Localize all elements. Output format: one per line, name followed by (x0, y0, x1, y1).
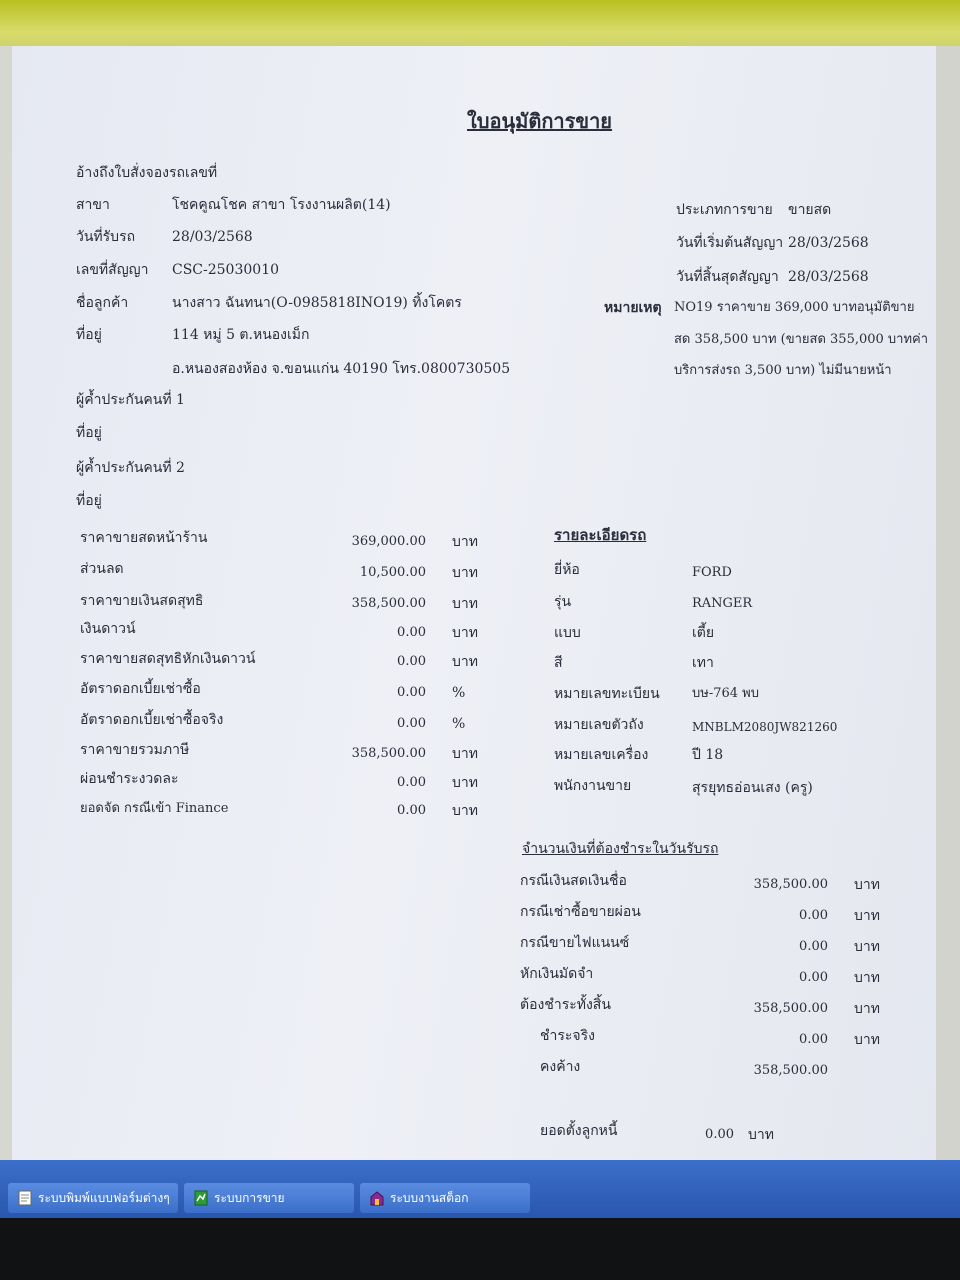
payment-row-label: ต้องชำระทั้งสิ้น (520, 997, 611, 1013)
contract-no-label: เลขที่สัญญา (76, 262, 149, 278)
guarantor2-label: ผู้ค้ำประกันคนที่ 2 (76, 460, 185, 476)
contract-end-value: 28/03/2568 (788, 269, 869, 285)
price-row-value: 0.00 (397, 803, 426, 818)
taskbar-item-sales-system[interactable] (184, 1183, 354, 1213)
sales-approval-document (12, 46, 936, 1160)
price-row-unit: บาท (452, 746, 478, 762)
contract-start-label: วันที่เริ่มต้นสัญญา (676, 235, 784, 251)
price-row-label: เงินดาวน์ (80, 621, 136, 637)
price-row-label: ราคาขายเงินสดสุทธิ (80, 593, 204, 609)
stock-app-icon (370, 1190, 384, 1206)
window-top-bar (0, 0, 960, 46)
car-plate-label: หมายเลขทะเบียน (554, 686, 660, 702)
payment-row-label: หักเงินมัดจำ (520, 966, 594, 982)
car-engine-label: หมายเลขเครื่อง (554, 747, 649, 763)
balance-value: 0.00 (705, 1127, 734, 1142)
guarantor1-label: ผู้ค้ำประกันคนที่ 1 (76, 392, 185, 408)
car-brand-value: FORD (692, 565, 732, 580)
price-row-label: ยอดจัด กรณีเข้า Finance (80, 801, 229, 816)
payment-row-unit: บาท (854, 1001, 880, 1017)
price-row-unit: บาท (452, 775, 478, 791)
car-brand-label: ยี่ห้อ (554, 562, 580, 578)
delivery-date-value: 28/03/2568 (172, 229, 253, 245)
price-row-label: ผ่อนชำระงวดละ (80, 771, 179, 787)
document-icon (18, 1190, 32, 1206)
payment-row-label: กรณีเงินสดเงินชื่อ (520, 873, 627, 889)
payment-row-value: 0.00 (799, 1032, 828, 1047)
price-row-label: ส่วนลด (80, 561, 124, 577)
price-row-value: 0.00 (397, 654, 426, 669)
price-row-value: 0.00 (397, 625, 426, 640)
payment-row-value: 358,500.00 (753, 1001, 828, 1016)
monitor-bezel (0, 1218, 960, 1280)
price-row-unit: บาท (452, 803, 478, 819)
payment-row-unit: บาท (854, 908, 880, 924)
taskbar-item-label: ระบบพิมพ์แบบฟอร์มต่างๆ (38, 1190, 170, 1205)
payment-row-label: คงค้าง (540, 1059, 581, 1075)
balance-unit: บาท (748, 1127, 774, 1143)
guarantor1-address-label: ที่อยู่ (76, 425, 102, 441)
salesperson-value: สุรยุทธอ่อนเสง (ครู) (692, 780, 813, 796)
price-row-value: 0.00 (397, 685, 426, 700)
payment-row-label: กรณีเช่าซื้อขายผ่อน (520, 904, 641, 920)
payment-row-label: กรณีขายไฟแนนซ์ (520, 935, 630, 951)
price-row-label: ราคาขายสดหน้าร้าน (80, 530, 208, 546)
price-row-label: อัตราดอกเบี้ยเช่าซื้อ (80, 681, 201, 697)
price-row-label: ราคาขายสดสุทธิหักเงินดาวน์ (80, 651, 256, 667)
price-row-value: 0.00 (397, 716, 426, 731)
payment-row-value: 0.00 (799, 908, 828, 923)
branch-label: สาขา (76, 197, 110, 213)
delivery-date-label: วันที่รับรถ (76, 229, 136, 245)
payment-header: จำนวนเงินที่ต้องชำระในวันรับรถ (522, 841, 719, 857)
car-details-header: รายละเอียดรถ (554, 526, 647, 544)
car-chassis-value: MNBLM2080JW821260 (692, 720, 838, 734)
payment-row-value: 0.00 (799, 970, 828, 985)
sales-app-icon (194, 1190, 208, 1206)
car-engine-value: ปี 18 (692, 747, 724, 763)
price-row-unit: % (452, 685, 466, 701)
branch-value: โชคคูณโชค สาขา โรงงานผลิต(14) (172, 197, 391, 213)
car-chassis-label: หมายเลขตัวถัง (554, 717, 644, 733)
payment-row-value: 358,500.00 (753, 1063, 828, 1078)
window-frame-right (936, 46, 960, 1160)
payment-row-unit: บาท (854, 970, 880, 986)
car-plate-value: บษ-764 พบ (692, 686, 759, 701)
taskbar-item-label: ระบบการขาย (214, 1190, 285, 1205)
customer-name-label: ชื่อลูกค้า (76, 295, 129, 311)
car-type-value: เตี้ย (692, 625, 715, 641)
price-row-unit: บาท (452, 654, 478, 670)
price-row-unit: บาท (452, 565, 478, 581)
address-line2: อ.หนองสองห้อง จ.ขอนแก่น 40190 โทร.0800730505 (172, 361, 511, 377)
sale-type-label: ประเภทการขาย (676, 202, 773, 218)
document-title: ใบอนุมัติการขาย (467, 109, 613, 133)
booking-ref-label: อ้างถึงใบสั่งจองรถเลขที่ (76, 165, 218, 181)
contract-no-value: CSC-25030010 (172, 262, 280, 278)
car-type-label: แบบ (554, 625, 581, 641)
guarantor2-address-label: ที่อยู่ (76, 493, 102, 509)
price-row-unit: บาท (452, 534, 478, 550)
payment-row-value: 0.00 (799, 939, 828, 954)
car-model-label: รุ่น (554, 594, 572, 610)
price-row-label: ราคาขายรวมภาษี (80, 742, 190, 758)
payment-row-unit: บาท (854, 1032, 880, 1048)
payment-row-label: ชำระจริง (540, 1028, 595, 1044)
address-label: ที่อยู่ (76, 327, 102, 343)
price-row-value: 358,500.00 (351, 746, 426, 761)
sale-type-value: ขายสด (788, 202, 832, 218)
balance-label: ยอดตั้งลูกหนี้ (540, 1123, 618, 1139)
remark-line-2: สด 358,500 บาท (ขายสด 355,000 บาทค่า (674, 332, 929, 347)
salesperson-label: พนักงานขาย (554, 778, 632, 794)
payment-row-unit: บาท (854, 877, 880, 893)
price-row-value: 358,500.00 (351, 596, 426, 611)
customer-name-value: นางสาว ฉันทนา(O-0985818INO19) ทิ้งโคตร (172, 295, 462, 311)
price-row-value: 369,000.00 (351, 534, 426, 549)
price-row-value: 10,500.00 (359, 565, 426, 580)
car-model-value: RANGER (692, 596, 753, 611)
car-color-value: เทา (692, 655, 714, 671)
taskbar-item-stock-system[interactable] (360, 1183, 530, 1213)
car-color-label: สี (554, 655, 563, 671)
taskbar-item-print-forms[interactable] (8, 1183, 178, 1213)
price-row-unit: % (452, 716, 466, 732)
window-frame-left (0, 46, 12, 1160)
price-row-label: อัตราดอกเบี้ยเช่าซื้อจริง (80, 712, 224, 728)
price-row-unit: บาท (452, 625, 478, 641)
remark-line-1: NO19 ราคาขาย 369,000 บาทอนุมัติขาย (674, 300, 915, 315)
contract-start-value: 28/03/2568 (788, 235, 869, 251)
taskbar-item-label: ระบบงานสต็อก (390, 1190, 469, 1205)
remark-label: หมายเหตุ (604, 300, 662, 316)
price-row-unit: บาท (452, 596, 478, 612)
payment-row-value: 358,500.00 (753, 877, 828, 892)
remark-line-3: บริการส่งรถ 3,500 บาท) ไม่มีนายหน้า (674, 363, 892, 378)
contract-end-label: วันที่สิ้นสุดสัญญา (676, 269, 779, 285)
address-line1: 114 หมู่ 5 ต.หนองเม็ก (172, 327, 310, 343)
price-row-value: 0.00 (397, 775, 426, 790)
payment-row-unit: บาท (854, 939, 880, 955)
